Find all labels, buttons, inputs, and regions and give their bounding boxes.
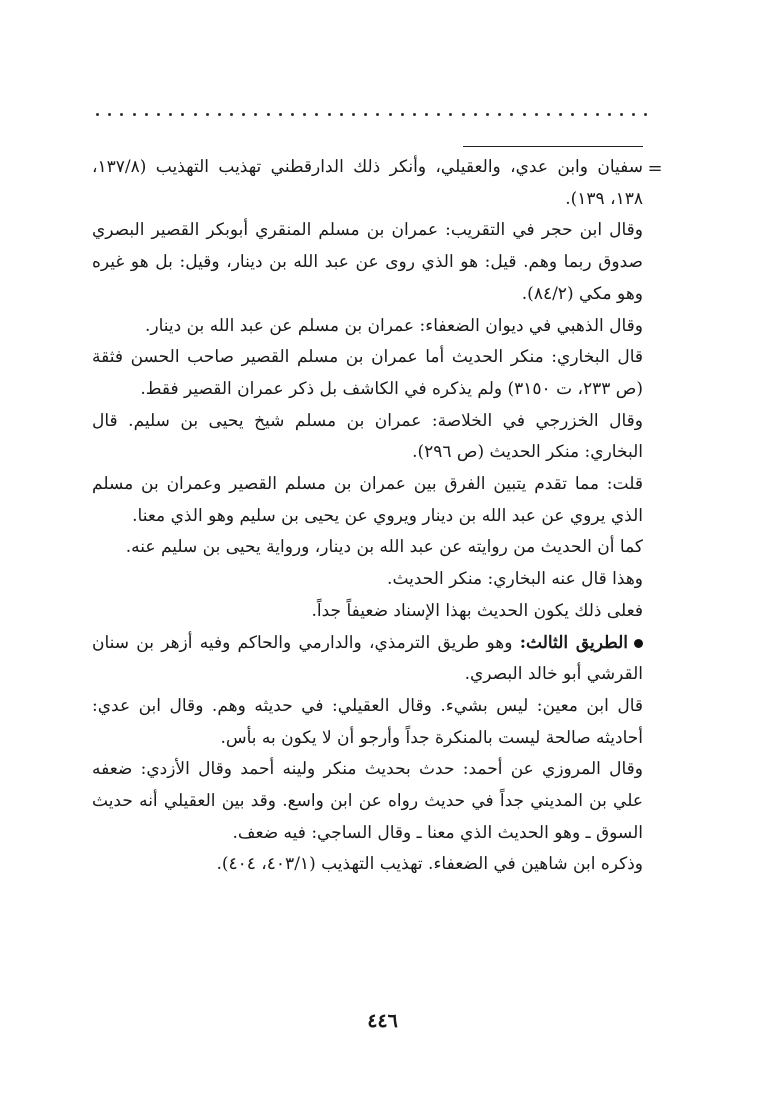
bullet-icon [634,639,643,648]
paragraph: قال ابن معين: ليس بشيء. وقال العقيلي: في حديثه وهم. وقال ابن عدي: أحاديثه صالحة ليست بالمنكرة جداً وأرجو أن لا يكون به بأس. [92,695,643,748]
footnote-rule [463,146,643,147]
dot [194,113,197,116]
dot [291,113,294,116]
dot [206,113,209,116]
dot [315,113,318,116]
dotted-separator [96,104,648,124]
dot [510,113,513,116]
dot [169,113,172,116]
dot [413,113,416,116]
footnote-text [92,152,643,881]
dot [133,113,136,116]
paragraph: فعلى ذلك يكون الحديث بهذا الإسناد ضعيفاً جداً. [311,600,643,621]
dot [352,113,355,116]
paragraph: وقال المروزي عن أحمد: حدث بحديث منكر ولينه أحمد وقال الأزدي: ضعفه علي بن المديني جداً في حديث رواه عن ابن واسع. وقد بين العقيلي أنه حديث السوق ـ وهو الحديث الذي معنا ـ وقال الساجي: فيه ضعف. [92,759,643,843]
paragraph: وقال الخزرجي في الخلاصة: عمران بن مسلم شيخ يحيى بن سليم. قال البخاري: منكر الحديث (ص ٢٩٦). [92,410,643,463]
dot [584,113,587,116]
paragraph: وذكره ابن شاهين في الضعفاء. تهذيب التهذيب (٤٠٣/١، ٤٠٤). [216,854,643,875]
dot [462,113,465,116]
dot [425,113,428,116]
bullet-paragraph [92,628,643,691]
dot [596,113,599,116]
dot [547,113,550,116]
dot [267,113,270,116]
paragraph: وقال ابن حجر في التقريب: عمران بن مسلم المنقري أبوبكر القصير البصري صدوق ربما وهم. قيل: هو الذي روى عن عبد الله بن دينار، وقيل: بل هو غيره وهو مكي (٨٤/٢). [92,220,643,304]
bullet-text: وهو طريق الترمذي، والدارمي والحاكم وفيه أزهر بن سنان القرشي أبو خالد البصري. [92,632,643,685]
dot [254,113,257,116]
dot [364,113,367,116]
dot [498,113,501,116]
dot [571,113,574,116]
dot [328,113,331,116]
dot [145,113,148,116]
dot [96,113,99,116]
dot [218,113,221,116]
dot [303,113,306,116]
paragraph: وهذا قال عنه البخاري: منكر الحديث. [387,569,643,590]
dot [632,113,635,116]
section-heading: الطريق الثالث: [519,632,628,653]
paragraph: وقال الذهبي في ديوان الضعفاء: عمران بن مسلم عن عبد الله بن دينار. [144,315,643,336]
dot [108,113,111,116]
paragraph: كما أن الحديث من روايته عن عبد الله بن دينار، ورواية يحيى بن سليم عنه. [125,537,643,558]
dot [437,113,440,116]
dot [157,113,160,116]
dot [242,113,245,116]
dot [474,113,477,116]
dot [181,113,184,116]
dot [376,113,379,116]
paragraph: قلت: مما تقدم يتبين الفرق بين عمران بن مسلم القصير وعمران بن مسلم الذي يروي عن عبد الله بن دينار ويروي عن يحيى بن سليم وهو الذي معنا. [92,474,643,526]
dot [279,113,282,116]
dot [340,113,343,116]
dot [401,113,404,116]
dot [486,113,489,116]
dot [535,113,538,116]
paragraph: سفيان وابن عدي، والعقيلي، وأنكر ذلك الدارقطني تهذيب التهذيب (١٣٧/٨، ١٣٨، ١٣٩). [92,157,643,209]
paragraph: قال البخاري: منكر الحديث أما عمران بن مسلم القصير صاحب الحسن فثقة (ص ٢٣٣، ت ٣١٥٠) ولم يذكره في الكاشف بل ذكر عمران القصير فقط. [92,347,643,399]
dot [644,113,647,116]
dot [389,113,392,116]
dot [449,113,452,116]
dot [120,113,123,116]
dot [620,113,623,116]
page-number: ٤٤٦ [367,1010,398,1032]
dot [608,113,611,116]
dot [523,113,526,116]
dot [230,113,233,116]
continuation-mark: = [647,158,663,179]
dot [559,113,562,116]
